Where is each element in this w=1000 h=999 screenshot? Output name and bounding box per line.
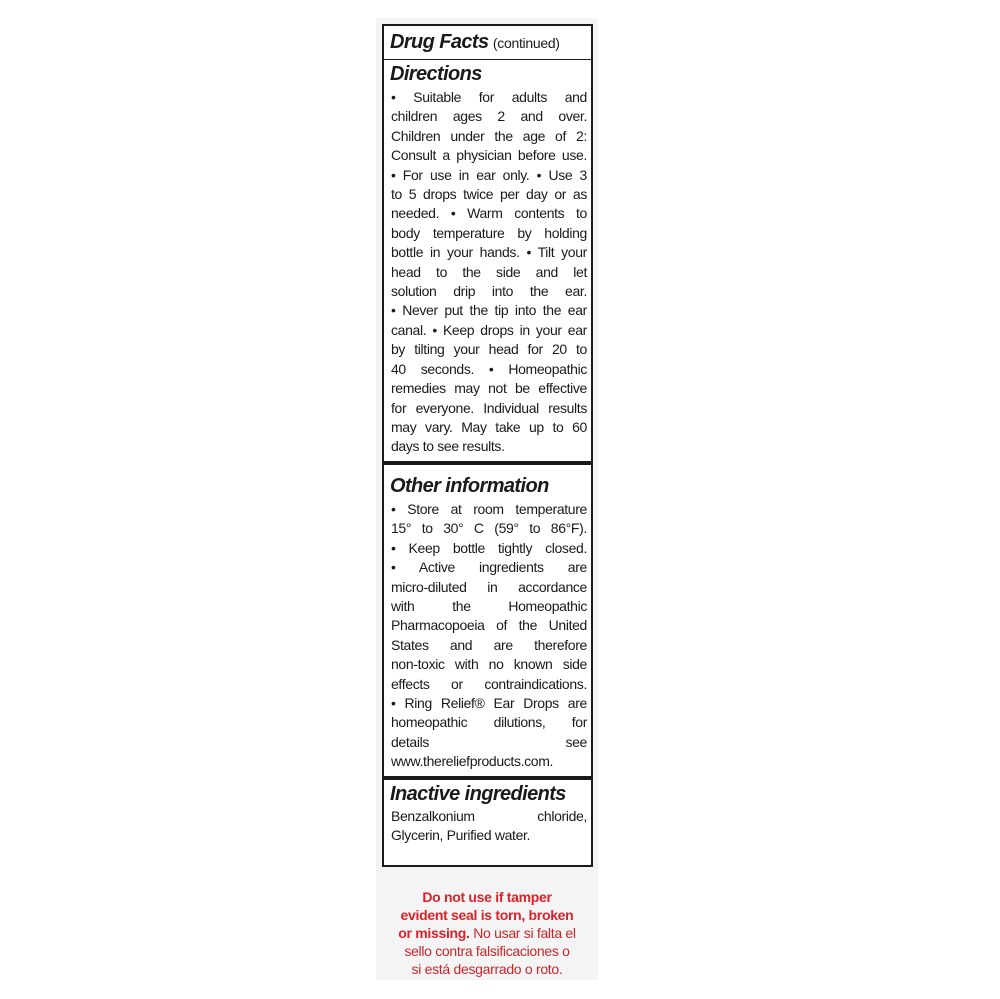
directions-line: • Never put the tip into the ear bbox=[391, 302, 587, 319]
other-information-line: 15° to 30° C (59° to 86°F). bbox=[391, 520, 587, 537]
directions-line: bottle in your hands. • Tilt your bbox=[391, 244, 587, 261]
drug-facts-title bbox=[390, 31, 560, 54]
other-information-line: homeopathic dilutions, for bbox=[391, 714, 587, 731]
directions-line: canal. • Keep drops in your ear bbox=[391, 321, 587, 338]
drug-facts-continued: (continued) bbox=[492, 35, 560, 51]
other-information-line: Pharmacopoeia of the United bbox=[391, 617, 587, 634]
directions-line: 40 seconds. • Homeopathic bbox=[391, 360, 587, 377]
warning-spanish-line: si está desgarrado o roto. bbox=[411, 961, 563, 977]
directions-line: remedies may not be effective bbox=[391, 380, 587, 397]
other-information-line: non-toxic with no known side bbox=[391, 656, 587, 673]
warning-spanish-fragment: No usar si falta el bbox=[469, 925, 576, 941]
other-information-line: details see bbox=[391, 733, 587, 750]
directions-line: children ages 2 and over. bbox=[391, 108, 587, 125]
other-information-line: States and are therefore bbox=[391, 636, 587, 653]
directions-line: • Suitable for adults and bbox=[391, 89, 587, 105]
other-information-line: micro-diluted in accordance bbox=[391, 578, 587, 595]
inactive-ingredients-line: Benzalkonium chloride, bbox=[391, 808, 587, 824]
other-information-line: • Keep bottle tightly closed. bbox=[391, 539, 587, 556]
other-information-line: • Ring Relief® Ear Drops are bbox=[391, 695, 587, 712]
section-divider bbox=[384, 776, 591, 780]
directions-line: by tilting your head for 20 to bbox=[391, 341, 587, 358]
directions-text bbox=[391, 88, 587, 457]
warning-line: Do not use if tamper bbox=[422, 889, 552, 905]
tamper-warning bbox=[376, 888, 598, 978]
directions-line: to 5 drops twice per day or as bbox=[391, 186, 587, 203]
warning-bold-fragment: or missing. bbox=[398, 925, 470, 941]
directions-line: Consult a physician before use. bbox=[391, 147, 587, 164]
warning-line bbox=[376, 924, 598, 942]
directions-line: body temperature by holding bbox=[391, 224, 587, 241]
website-link: www.thereliefproducts.com. bbox=[391, 753, 554, 770]
directions-heading: Directions bbox=[390, 63, 482, 85]
inactive-ingredients-line: Glycerin, Purified water. bbox=[391, 827, 531, 844]
warning-line: evident seal is torn, broken bbox=[400, 907, 574, 923]
directions-line: head to the side and let bbox=[391, 263, 587, 280]
other-information-heading: Other information bbox=[390, 475, 549, 497]
warning-spanish-line: sello contra falsificaciones o bbox=[404, 943, 570, 959]
directions-line: for everyone. Individual results bbox=[391, 399, 587, 416]
drug-facts-heading: Drug Facts bbox=[390, 31, 489, 53]
directions-line: • For use in ear only. • Use 3 bbox=[391, 166, 587, 183]
directions-line: may vary. May take up to 60 bbox=[391, 418, 587, 435]
other-information-line: • Active ingredients are bbox=[391, 559, 587, 576]
directions-line: needed. • Warm contents to bbox=[391, 205, 587, 222]
directions-line: days to see results. bbox=[391, 438, 505, 455]
other-information-line: with the Homeopathic bbox=[391, 598, 587, 615]
directions-line: Children under the age of 2: bbox=[391, 127, 587, 144]
inactive-ingredients-text bbox=[391, 807, 587, 846]
section-divider bbox=[384, 461, 591, 465]
other-information-line: effects or contraindications. bbox=[391, 675, 587, 692]
drug-facts-header bbox=[384, 26, 591, 60]
other-information-line: • Store at room temperature bbox=[391, 501, 587, 517]
inactive-ingredients-heading: Inactive ingredients bbox=[390, 783, 566, 805]
label-panel bbox=[376, 18, 598, 980]
other-information-text bbox=[391, 500, 587, 772]
directions-line: solution drip into the ear. bbox=[391, 283, 587, 300]
drug-facts-box bbox=[382, 24, 593, 867]
